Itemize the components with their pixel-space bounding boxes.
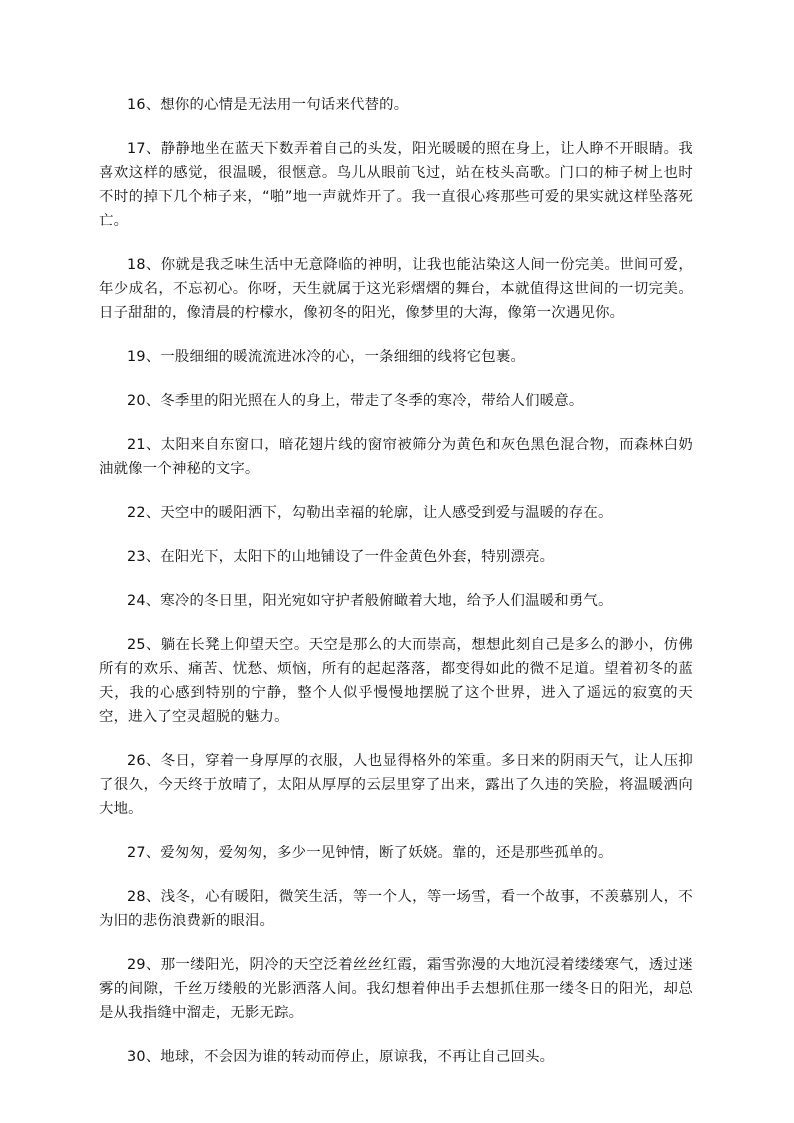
paragraph-26: 26、冬日，穿着一身厚厚的衣服，人也显得格外的笨重。多日来的阴雨天气，让人压抑了很久，今天终于放晴了，太阳从厚厚的云层里穿了出来，露出了久违的笑脸，将温暖洒向大地。 bbox=[99, 753, 693, 817]
paragraph-29: 29、那一缕阳光，阴冷的天空泛着丝丝红霞，霜雪弥漫的大地沉浸着缕缕寒气，透过迷雾的间隙，千丝万缕般的光影洒落人间。我幻想着伸出手去想抓住那一缕冬日的阳光，却总是从我指缝中溜走，无影无踪。 bbox=[99, 957, 693, 1021]
paragraph-16: 16、想你的心情是无法用一句话来代替的。 bbox=[127, 97, 409, 113]
document-body bbox=[99, 93, 693, 1089]
paragraph-18: 18、你就是我乏味生活中无意降临的神明，让我也能沾染这人间一份完美。世间可爱，年少成名，不忘初心。你呀，天生就属于这光彩熠熠的舞台，本就值得这世间的一切完美。日子甜甜的，像清晨的柠檬水，像初冬的阳光，像梦里的大海，像第一次遇见你。 bbox=[99, 257, 693, 321]
paragraph-21: 21、太阳来自东窗口，暗花翅片线的窗帘被筛分为黄色和灰色黑色混合物，而森林白奶油就像一个神秘的文字。 bbox=[99, 437, 693, 477]
paragraph-20: 20、冬季里的阳光照在人的身上，带走了冬季的寒冷，带给人们暖意。 bbox=[127, 393, 584, 409]
paragraph-25: 25、躺在长凳上仰望天空。天空是那么的大而崇高，想想此刻自己是多么的渺小，仿佛所有的欢乐、痛苦、忧愁、烦恼，所有的起起落落，都变得如此的微不足道。望着初冬的蓝天，我的心感到特别的宁静，整个人似乎慢慢地摆脱了这个世界，进入了遥远的寂寞的天空，进入了空灵超脱的魅力。 bbox=[99, 637, 693, 725]
paragraph-23: 23、在阳光下，太阳下的山地铺设了一件金黄色外套，特别漂亮。 bbox=[127, 549, 555, 565]
paragraph-17: 17、静静地坐在蓝天下数弄着自己的头发，阳光暖暖的照在身上，让人睁不开眼睛。我喜欢这样的感觉，很温暖，很惬意。鸟儿从眼前飞过，站在枝头高歌。门口的柿子树上也时不时的掉下几个柿子来，“啪”地一声就炸开了。我一直很心疼那些可爱的果实就这样坠落死亡。 bbox=[99, 141, 693, 229]
paragraph-22: 22、天空中的暖阳洒下，勾勒出幸福的轮廓，让人感受到爱与温暖的存在。 bbox=[127, 505, 613, 521]
paragraph-19: 19、一股细细的暖流流进冰冷的心，一条细细的线将它包裹。 bbox=[127, 349, 526, 365]
paragraph-27: 27、爱匆匆，爱匆匆，多少一见钟情，断了妖娆。靠的，还是那些孤单的。 bbox=[127, 845, 613, 861]
paragraph-30: 30、地球，不会因为谁的转动而停止，原谅我，不再让自己回头。 bbox=[127, 1049, 555, 1065]
paragraph-24: 24、寒冷的冬日里，阳光宛如守护者般俯瞰着大地，给予人们温暖和勇气。 bbox=[127, 593, 613, 609]
paragraph-28: 28、浅冬，心有暖阳，微笑生活，等一个人，等一场雪，看一个故事，不羡慕别人，不为旧的悲伤浪费新的眼泪。 bbox=[99, 889, 693, 929]
